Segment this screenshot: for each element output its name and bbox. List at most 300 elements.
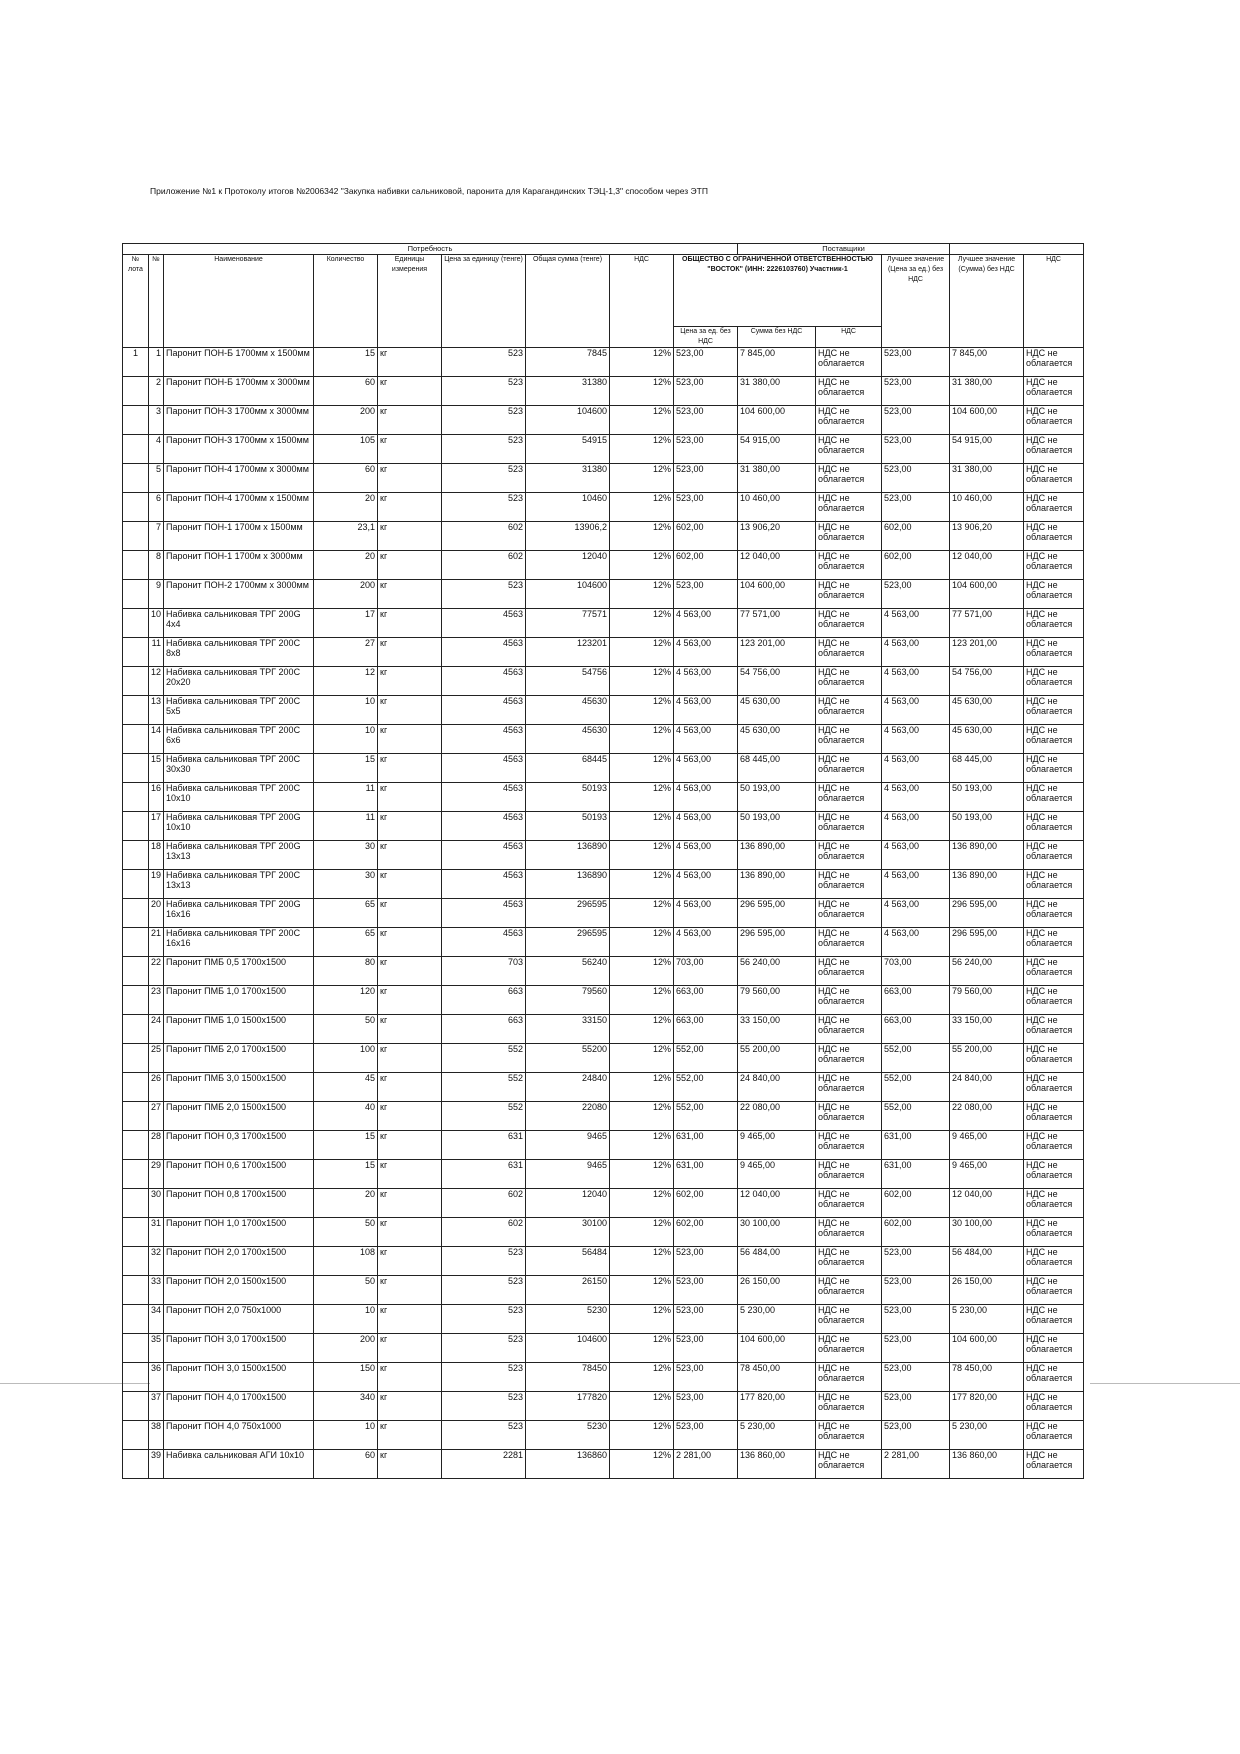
supplier-price-cell: 4 563,00 <box>674 870 738 899</box>
lot-no-cell <box>123 1334 149 1363</box>
best-price-cell: 4 563,00 <box>882 899 950 928</box>
vat-cell: 12% <box>610 957 674 986</box>
unit-price-cell: 602 <box>442 522 526 551</box>
best-vat-cell: НДС не облагается <box>1024 1189 1084 1218</box>
best-vat-cell: НДС не облагается <box>1024 1334 1084 1363</box>
lot-no-cell <box>123 725 149 754</box>
item-name-cell: Набивка сальниковая ТРГ 200С 10х10 <box>164 783 314 812</box>
supplier-vat-cell: НДС не облагается <box>816 1189 882 1218</box>
item-name-cell: Паронит ПОН-Б 1700мм х 3000мм <box>164 377 314 406</box>
supplier-sum-cell: 50 193,00 <box>738 783 816 812</box>
row-no-cell: 39 <box>149 1450 164 1479</box>
table-row <box>123 1363 1084 1392</box>
item-name-cell: Набивка сальниковая ТРГ 200С 5х5 <box>164 696 314 725</box>
item-name-cell: Паронит ПОН-1 1700м х 1500мм <box>164 522 314 551</box>
col-best-price: Лучшее значение (Цена за ед.) без НДС <box>882 255 950 348</box>
lot-no-cell <box>123 1073 149 1102</box>
unit-cell: кг <box>378 1015 442 1044</box>
best-price-cell: 523,00 <box>882 1305 950 1334</box>
row-no-cell: 5 <box>149 464 164 493</box>
lot-no-cell <box>123 1160 149 1189</box>
table-row <box>123 1015 1084 1044</box>
total-cell: 56484 <box>526 1247 610 1276</box>
unit-price-cell: 4563 <box>442 812 526 841</box>
lot-no-cell <box>123 1189 149 1218</box>
unit-price-cell: 523 <box>442 1334 526 1363</box>
supplier-sum-cell: 56 484,00 <box>738 1247 816 1276</box>
best-sum-cell: 56 240,00 <box>950 957 1024 986</box>
row-no-cell: 32 <box>149 1247 164 1276</box>
vat-cell: 12% <box>610 1073 674 1102</box>
table-row <box>123 870 1084 899</box>
lot-no-cell <box>123 667 149 696</box>
total-cell: 104600 <box>526 406 610 435</box>
unit-cell: кг <box>378 1276 442 1305</box>
supplier-vat-cell: НДС не облагается <box>816 580 882 609</box>
qty-cell: 200 <box>314 580 378 609</box>
total-cell: 177820 <box>526 1392 610 1421</box>
supplier-price-cell: 523,00 <box>674 580 738 609</box>
best-sum-cell: 54 756,00 <box>950 667 1024 696</box>
table-row <box>123 754 1084 783</box>
best-price-cell: 4 563,00 <box>882 783 950 812</box>
row-no-cell: 25 <box>149 1044 164 1073</box>
supplier-price-cell: 552,00 <box>674 1073 738 1102</box>
lot-no-cell <box>123 696 149 725</box>
qty-cell: 30 <box>314 841 378 870</box>
total-cell: 50193 <box>526 783 610 812</box>
item-name-cell: Паронит ПОН 1,0 1700х1500 <box>164 1218 314 1247</box>
unit-cell: кг <box>378 899 442 928</box>
unit-price-cell: 4563 <box>442 754 526 783</box>
table-row <box>123 1450 1084 1479</box>
total-cell: 7845 <box>526 348 610 377</box>
best-vat-cell: НДС не облагается <box>1024 841 1084 870</box>
unit-cell: кг <box>378 870 442 899</box>
row-no-cell: 3 <box>149 406 164 435</box>
best-price-cell: 663,00 <box>882 986 950 1015</box>
best-price-cell: 4 563,00 <box>882 870 950 899</box>
table-row <box>123 986 1084 1015</box>
supplier-sum-cell: 50 193,00 <box>738 812 816 841</box>
need-group-header: Потребность <box>123 244 738 255</box>
supplier-sum-cell: 77 571,00 <box>738 609 816 638</box>
best-vat-cell: НДС не облагается <box>1024 870 1084 899</box>
best-price-cell: 4 563,00 <box>882 812 950 841</box>
best-price-cell: 2 281,00 <box>882 1450 950 1479</box>
supplier-price-cell: 523,00 <box>674 435 738 464</box>
unit-cell: кг <box>378 1160 442 1189</box>
best-price-cell: 4 563,00 <box>882 841 950 870</box>
table-row <box>123 551 1084 580</box>
col-qty: Количество <box>314 255 378 348</box>
supplier-price-cell: 523,00 <box>674 1305 738 1334</box>
total-cell: 123201 <box>526 638 610 667</box>
supplier-price-cell: 523,00 <box>674 1421 738 1450</box>
item-name-cell: Паронит ПОН 0,8 1700х1500 <box>164 1189 314 1218</box>
qty-cell: 11 <box>314 812 378 841</box>
best-sum-cell: 10 460,00 <box>950 493 1024 522</box>
best-vat-cell: НДС не облагается <box>1024 638 1084 667</box>
qty-cell: 65 <box>314 928 378 957</box>
total-cell: 296595 <box>526 899 610 928</box>
unit-cell: кг <box>378 522 442 551</box>
supplier-price-cell: 4 563,00 <box>674 841 738 870</box>
qty-cell: 27 <box>314 638 378 667</box>
qty-cell: 45 <box>314 1073 378 1102</box>
row-no-cell: 20 <box>149 899 164 928</box>
unit-price-cell: 4563 <box>442 899 526 928</box>
unit-cell: кг <box>378 1189 442 1218</box>
supplier-price-cell: 4 563,00 <box>674 725 738 754</box>
lot-no-cell <box>123 1392 149 1421</box>
best-vat-cell: НДС не облагается <box>1024 1160 1084 1189</box>
supplier-price-cell: 4 563,00 <box>674 899 738 928</box>
total-cell: 136860 <box>526 1450 610 1479</box>
supplier-vat-cell: НДС не облагается <box>816 1305 882 1334</box>
best-price-cell: 663,00 <box>882 1015 950 1044</box>
total-cell: 30100 <box>526 1218 610 1247</box>
supplier-price-cell: 4 563,00 <box>674 696 738 725</box>
item-name-cell: Паронит ПОН 2,0 750х1000 <box>164 1305 314 1334</box>
best-vat-cell: НДС не облагается <box>1024 1015 1084 1044</box>
supplier-vat-cell: НДС не облагается <box>816 696 882 725</box>
best-price-cell: 523,00 <box>882 1363 950 1392</box>
qty-cell: 200 <box>314 406 378 435</box>
qty-cell: 12 <box>314 667 378 696</box>
supplier-price-cell: 4 563,00 <box>674 783 738 812</box>
best-sum-cell: 104 600,00 <box>950 1334 1024 1363</box>
row-no-cell: 15 <box>149 754 164 783</box>
col-lot-no: № лота <box>123 255 149 348</box>
total-cell: 33150 <box>526 1015 610 1044</box>
item-name-cell: Паронит ПОН-4 1700мм х 1500мм <box>164 493 314 522</box>
unit-cell: кг <box>378 348 442 377</box>
lot-no-cell <box>123 1218 149 1247</box>
unit-cell: кг <box>378 638 442 667</box>
table-row <box>123 899 1084 928</box>
qty-cell: 15 <box>314 754 378 783</box>
vat-cell: 12% <box>610 870 674 899</box>
unit-cell: кг <box>378 493 442 522</box>
qty-cell: 60 <box>314 464 378 493</box>
best-sum-cell: 296 595,00 <box>950 928 1024 957</box>
row-no-cell: 31 <box>149 1218 164 1247</box>
lot-no-cell <box>123 1131 149 1160</box>
unit-cell: кг <box>378 406 442 435</box>
best-vat-cell: НДС не облагается <box>1024 812 1084 841</box>
supplier-vat-cell: НДС не облагается <box>816 725 882 754</box>
unit-price-cell: 4563 <box>442 870 526 899</box>
unit-price-cell: 4563 <box>442 725 526 754</box>
unit-cell: кг <box>378 1334 442 1363</box>
vat-cell: 12% <box>610 435 674 464</box>
total-cell: 104600 <box>526 580 610 609</box>
unit-price-cell: 523 <box>442 348 526 377</box>
unit-cell: кг <box>378 841 442 870</box>
best-price-cell: 523,00 <box>882 1276 950 1305</box>
item-name-cell: Набивка сальниковая ТРГ 200С 13х13 <box>164 870 314 899</box>
table-row <box>123 1189 1084 1218</box>
item-name-cell: Паронит ПОН 0,6 1700х1500 <box>164 1160 314 1189</box>
table-row <box>123 406 1084 435</box>
supplier-vat-cell: НДС не облагается <box>816 1450 882 1479</box>
lot-no-cell <box>123 435 149 464</box>
vat-cell: 12% <box>610 667 674 696</box>
qty-cell: 200 <box>314 1334 378 1363</box>
unit-cell: кг <box>378 377 442 406</box>
vat-cell: 12% <box>610 783 674 812</box>
unit-price-cell: 523 <box>442 435 526 464</box>
best-vat-cell: НДС не облагается <box>1024 1421 1084 1450</box>
supplier-vat-cell: НДС не облагается <box>816 1044 882 1073</box>
vat-cell: 12% <box>610 1450 674 1479</box>
unit-price-cell: 602 <box>442 1218 526 1247</box>
row-no-cell: 28 <box>149 1131 164 1160</box>
supplier-vat-cell: НДС не облагается <box>816 1247 882 1276</box>
total-cell: 56240 <box>526 957 610 986</box>
item-name-cell: Набивка сальниковая АГИ 10х10 <box>164 1450 314 1479</box>
best-vat-cell: НДС не облагается <box>1024 464 1084 493</box>
best-vat-cell: НДС не облагается <box>1024 1450 1084 1479</box>
col-row-no: № <box>149 255 164 348</box>
supplier-vat-cell: НДС не облагается <box>816 986 882 1015</box>
supplier-vat-cell: НДС не облагается <box>816 1392 882 1421</box>
supplier-sum-cell: 30 100,00 <box>738 1218 816 1247</box>
best-vat-cell: НДС не облагается <box>1024 1102 1084 1131</box>
row-no-cell: 1 <box>149 348 164 377</box>
qty-cell: 10 <box>314 725 378 754</box>
qty-cell: 17 <box>314 609 378 638</box>
unit-cell: кг <box>378 667 442 696</box>
supplier-price-cell: 523,00 <box>674 348 738 377</box>
vat-cell: 12% <box>610 1189 674 1218</box>
qty-cell: 150 <box>314 1363 378 1392</box>
unit-price-cell: 4563 <box>442 609 526 638</box>
supplier-vat-cell: НДС не облагается <box>816 1073 882 1102</box>
supplier-vat-cell: НДС не облагается <box>816 522 882 551</box>
best-sum-cell: 50 193,00 <box>950 812 1024 841</box>
lot-no-cell <box>123 551 149 580</box>
supplier-vat-cell: НДС не облагается <box>816 754 882 783</box>
supplier-sum-cell: 31 380,00 <box>738 464 816 493</box>
vat-cell: 12% <box>610 1276 674 1305</box>
lot-no-cell <box>123 1450 149 1479</box>
table-row <box>123 1421 1084 1450</box>
best-sum-cell: 31 380,00 <box>950 464 1024 493</box>
item-name-cell: Паронит ПОН 2,0 1700х1500 <box>164 1247 314 1276</box>
best-price-cell: 4 563,00 <box>882 754 950 783</box>
supplier-vat-cell: НДС не облагается <box>816 667 882 696</box>
best-sum-cell: 123 201,00 <box>950 638 1024 667</box>
col-unit-price: Цена за единицу (тенге) <box>442 255 526 348</box>
total-cell: 31380 <box>526 377 610 406</box>
unit-cell: кг <box>378 435 442 464</box>
suppliers-group-header: Поставщики <box>738 244 950 255</box>
vat-cell: 12% <box>610 696 674 725</box>
table-row <box>123 1131 1084 1160</box>
best-sum-cell: 104 600,00 <box>950 406 1024 435</box>
table-row <box>123 522 1084 551</box>
table-row <box>123 928 1084 957</box>
item-name-cell: Паронит ПОН-4 1700мм х 3000мм <box>164 464 314 493</box>
best-sum-cell: 45 630,00 <box>950 725 1024 754</box>
vat-cell: 12% <box>610 609 674 638</box>
table-row <box>123 1160 1084 1189</box>
unit-cell: кг <box>378 1218 442 1247</box>
best-vat-cell: НДС не облагается <box>1024 957 1084 986</box>
unit-price-cell: 523 <box>442 464 526 493</box>
vat-cell: 12% <box>610 1392 674 1421</box>
unit-price-cell: 4563 <box>442 783 526 812</box>
supplier-vat-cell: НДС не облагается <box>816 406 882 435</box>
total-cell: 24840 <box>526 1073 610 1102</box>
item-name-cell: Паронит ПОН-1 1700м х 3000мм <box>164 551 314 580</box>
item-name-cell: Паронит ПОН 2,0 1500х1500 <box>164 1276 314 1305</box>
row-no-cell: 27 <box>149 1102 164 1131</box>
best-sum-cell: 45 630,00 <box>950 696 1024 725</box>
supplier-vat-cell: НДС не облагается <box>816 1218 882 1247</box>
best-price-cell: 523,00 <box>882 1392 950 1421</box>
supplier-price-cell: 523,00 <box>674 1276 738 1305</box>
best-vat-cell: НДС не облагается <box>1024 1247 1084 1276</box>
total-cell: 12040 <box>526 1189 610 1218</box>
qty-cell: 15 <box>314 1131 378 1160</box>
unit-cell: кг <box>378 1305 442 1334</box>
item-name-cell: Паронит ПОН 3,0 1500х1500 <box>164 1363 314 1392</box>
supplier-sum-cell: 22 080,00 <box>738 1102 816 1131</box>
vat-cell: 12% <box>610 406 674 435</box>
supplier-sum-cell: 5 230,00 <box>738 1305 816 1334</box>
supplier-sum-cell: 26 150,00 <box>738 1276 816 1305</box>
unit-cell: кг <box>378 1421 442 1450</box>
supplier-sum-cell: 9 465,00 <box>738 1160 816 1189</box>
best-sum-cell: 79 560,00 <box>950 986 1024 1015</box>
item-name-cell: Набивка сальниковая ТРГ 200С 16х16 <box>164 928 314 957</box>
best-sum-cell: 9 465,00 <box>950 1160 1024 1189</box>
vat-cell: 12% <box>610 377 674 406</box>
best-sum-cell: 24 840,00 <box>950 1073 1024 1102</box>
vat-cell: 12% <box>610 638 674 667</box>
table-row <box>123 1073 1084 1102</box>
total-cell: 77571 <box>526 609 610 638</box>
qty-cell: 20 <box>314 1189 378 1218</box>
item-name-cell: Паронит ПОН 4,0 1700х1500 <box>164 1392 314 1421</box>
vat-cell: 12% <box>610 1421 674 1450</box>
lot-no-cell <box>123 1015 149 1044</box>
best-price-cell: 523,00 <box>882 348 950 377</box>
qty-cell: 20 <box>314 493 378 522</box>
item-name-cell: Набивка сальниковая ТРГ 200G 10х10 <box>164 812 314 841</box>
best-price-cell: 4 563,00 <box>882 725 950 754</box>
unit-price-cell: 4563 <box>442 638 526 667</box>
row-no-cell: 4 <box>149 435 164 464</box>
unit-cell: кг <box>378 725 442 754</box>
best-vat-cell: НДС не облагается <box>1024 1073 1084 1102</box>
lot-no-cell <box>123 1305 149 1334</box>
unit-price-cell: 523 <box>442 493 526 522</box>
supplier-sum-cell: 104 600,00 <box>738 580 816 609</box>
unit-cell: кг <box>378 580 442 609</box>
item-name-cell: Набивка сальниковая ТРГ 200G 13х13 <box>164 841 314 870</box>
row-no-cell: 19 <box>149 870 164 899</box>
row-no-cell: 35 <box>149 1334 164 1363</box>
unit-price-cell: 631 <box>442 1131 526 1160</box>
best-price-cell: 631,00 <box>882 1131 950 1160</box>
row-no-cell: 12 <box>149 667 164 696</box>
table-row <box>123 1247 1084 1276</box>
best-sum-cell: 33 150,00 <box>950 1015 1024 1044</box>
scan-line-right <box>1090 1383 1240 1384</box>
supplier-vat-cell: НДС не облагается <box>816 899 882 928</box>
unit-price-cell: 523 <box>442 1363 526 1392</box>
lot-no-cell <box>123 377 149 406</box>
total-cell: 54756 <box>526 667 610 696</box>
unit-price-cell: 523 <box>442 1247 526 1276</box>
total-cell: 22080 <box>526 1102 610 1131</box>
unit-price-cell: 4563 <box>442 928 526 957</box>
qty-cell: 10 <box>314 696 378 725</box>
supplier-price-cell: 4 563,00 <box>674 812 738 841</box>
lot-no-cell <box>123 1276 149 1305</box>
table-row <box>123 464 1084 493</box>
best-vat-cell: НДС не облагается <box>1024 928 1084 957</box>
unit-cell: кг <box>378 812 442 841</box>
best-vat-cell: НДС не облагается <box>1024 1131 1084 1160</box>
best-sum-cell: 296 595,00 <box>950 899 1024 928</box>
item-name-cell: Паронит ПОН-3 1700мм х 1500мм <box>164 435 314 464</box>
supplier-name: ОБЩЕСТВО С ОГРАНИЧЕННОЙ ОТВЕТСТВЕННОСТЬЮ "ВОСТОК" (ИНН: 2226103760) Участник-1 <box>674 255 882 327</box>
table-row <box>123 609 1084 638</box>
col-supplier-price: Цена за ед. без НДС <box>674 327 738 348</box>
best-vat-cell: НДС не облагается <box>1024 580 1084 609</box>
qty-cell: 15 <box>314 1160 378 1189</box>
qty-cell: 10 <box>314 1305 378 1334</box>
supplier-price-cell: 631,00 <box>674 1160 738 1189</box>
lot-no-cell <box>123 464 149 493</box>
row-no-cell: 16 <box>149 783 164 812</box>
table-row <box>123 957 1084 986</box>
unit-cell: кг <box>378 464 442 493</box>
supplier-vat-cell: НДС не облагается <box>816 609 882 638</box>
item-name-cell: Паронит ПМБ 2,0 1500х1500 <box>164 1102 314 1131</box>
unit-price-cell: 602 <box>442 551 526 580</box>
vat-cell: 12% <box>610 1305 674 1334</box>
unit-price-cell: 552 <box>442 1102 526 1131</box>
supplier-vat-cell: НДС не облагается <box>816 1421 882 1450</box>
best-price-cell: 523,00 <box>882 493 950 522</box>
supplier-vat-cell: НДС не облагается <box>816 928 882 957</box>
supplier-sum-cell: 78 450,00 <box>738 1363 816 1392</box>
best-price-cell: 602,00 <box>882 1218 950 1247</box>
best-sum-cell: 30 100,00 <box>950 1218 1024 1247</box>
lot-no-cell <box>123 957 149 986</box>
supplier-sum-cell: 177 820,00 <box>738 1392 816 1421</box>
total-cell: 9465 <box>526 1131 610 1160</box>
vat-cell: 12% <box>610 1363 674 1392</box>
row-no-cell: 6 <box>149 493 164 522</box>
best-vat-cell: НДС не облагается <box>1024 783 1084 812</box>
item-name-cell: Паронит ПОН-Б 1700мм х 1500мм <box>164 348 314 377</box>
supplier-vat-cell: НДС не облагается <box>816 1160 882 1189</box>
lot-no-cell <box>123 1044 149 1073</box>
unit-cell: кг <box>378 1073 442 1102</box>
lot-no-cell <box>123 1247 149 1276</box>
unit-cell: кг <box>378 1450 442 1479</box>
supplier-sum-cell: 123 201,00 <box>738 638 816 667</box>
row-no-cell: 14 <box>149 725 164 754</box>
row-no-cell: 8 <box>149 551 164 580</box>
